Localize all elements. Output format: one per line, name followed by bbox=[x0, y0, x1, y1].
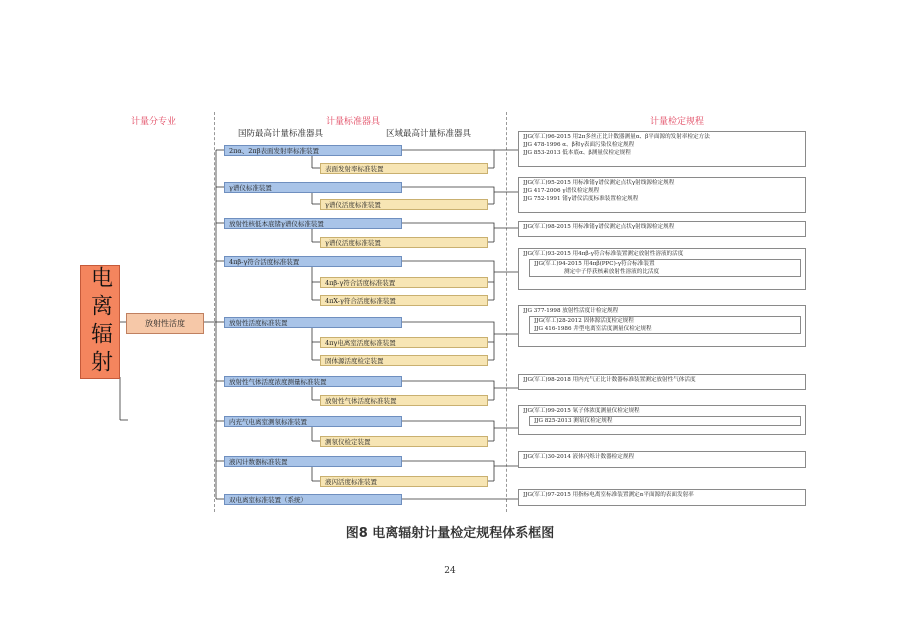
regional-standard-box: 4πβ-γ符合活度标准装置 bbox=[320, 277, 488, 288]
national-standard-box: 液闪计数器标准装置 bbox=[224, 456, 402, 467]
regulation-box bbox=[518, 489, 806, 506]
regulation-line: JJG 417-2006 γ谱仪检定规程 bbox=[523, 188, 600, 194]
regulation-box bbox=[518, 451, 806, 468]
regional-standard-box: γ谱仪活度标准装置 bbox=[320, 237, 488, 248]
national-standard-box: 放射性活度标准装置 bbox=[224, 317, 402, 328]
regulation-line: JJG 416-1986 井型电离室活度测量仪检定规程 bbox=[534, 326, 652, 332]
national-standard-box: 放射性气体活度浓度测量标准装置 bbox=[224, 376, 402, 387]
regulation-line: JJG(军工)28-2012 固体源活度检定规程 bbox=[534, 318, 634, 324]
regulation-sub-box bbox=[529, 259, 801, 277]
regulation-line: JJG(军工)93-2015 用4πβ-γ符合标准装置测定放射性溶液的活度 bbox=[523, 251, 684, 257]
figure-caption: 图8 电离辐射计量检定规程体系框图 bbox=[345, 526, 555, 541]
regulation-line: JJG 752-1991 锗γ谱仪活度标准装置检定规程 bbox=[523, 196, 639, 202]
national-standard-box: 放射性核低本底锗γ谱仪标准装置 bbox=[224, 218, 402, 229]
regulation-line: JJG(军工)98-2018 用内充气正比计数器标准装置测定放射性气体活度 bbox=[523, 377, 696, 383]
root-node bbox=[80, 265, 120, 379]
regulation-line: JJG 478-1996 α、β和γ表面污染仪检定规程 bbox=[523, 142, 635, 148]
regional-standard-box: γ谱仪活度标准装置 bbox=[320, 199, 488, 210]
regional-standard-box: 放射性气体活度标准装置 bbox=[320, 395, 488, 406]
regional-standards-subheader: 区域最高计量标准器具 bbox=[386, 129, 472, 139]
standards-column-header: 计量标准器具 bbox=[326, 117, 381, 127]
regulation-box bbox=[518, 177, 806, 213]
regulation-line: JJG(军工)97-2015 用指标电离室标准装置测定α平面源的表面发射率 bbox=[523, 492, 694, 498]
national-standards-subheader: 国防最高计量标准器具 bbox=[238, 129, 324, 139]
national-standard-box: 2πα、2πβ表面发射率标准装置 bbox=[224, 145, 402, 156]
regulation-box bbox=[518, 248, 806, 290]
branch-node bbox=[126, 313, 204, 334]
regulation-box bbox=[518, 221, 806, 237]
national-standard-box: 4πβ-γ符合活度标准装置 bbox=[224, 256, 402, 267]
regulation-sub-box bbox=[529, 316, 801, 334]
regulation-line: JJG 825-2013 测氡仪检定规程 bbox=[534, 418, 613, 424]
regulation-line: JJG(军工)30-2014 液体闪烁计数器检定规程 bbox=[523, 454, 635, 460]
regional-standard-box: 固体源活度检定装置 bbox=[320, 355, 488, 366]
regional-standard-box: 液闪活度标准装置 bbox=[320, 476, 488, 487]
regulation-line: JJG(军工)96-2015 用2π多丝正比计数器测量α、β平面源的发射率检定方法 bbox=[523, 134, 710, 140]
regulation-line: JJG 853-2013 低本底α、β测量仪检定规程 bbox=[523, 150, 631, 156]
branch-label: 放射性活度 bbox=[145, 319, 185, 328]
national-standard-box: 双电离室标准装置（系统） bbox=[224, 494, 402, 505]
regulation-line: JJG 377-1998 放射性活度计检定规程 bbox=[523, 308, 619, 314]
regulation-box bbox=[518, 374, 806, 390]
regulations-column-header: 计量检定规程 bbox=[650, 117, 705, 127]
national-standard-box: γ谱仪标准装置 bbox=[224, 182, 402, 193]
regional-standard-box: 4πγ电离室活度标准装置 bbox=[320, 337, 488, 348]
regulation-line: 测定中子俘获核素放射性溶液的比活度 bbox=[564, 269, 660, 275]
regulation-line: JJG(军工)98-2015 用标准锗γ谱仪测定点状γ射线源检定规程 bbox=[523, 224, 675, 230]
national-standard-box: 内充气电离室测氡标准装置 bbox=[224, 416, 402, 427]
page-number: 24 bbox=[444, 566, 456, 576]
regional-standard-box: 测氡仪检定装置 bbox=[320, 436, 488, 447]
regulation-box bbox=[518, 131, 806, 167]
specialty-column-header: 计量分专业 bbox=[131, 117, 177, 127]
regulation-line: JJG(军工)94-2015 用4πβ(PPC)-γ符合标准装置 bbox=[534, 261, 655, 267]
regulation-box bbox=[518, 405, 806, 435]
regulation-sub-box bbox=[529, 416, 801, 426]
regulation-line: JJG(军工)95-2015 用标准锗γ谱仪测定点状γ射线源检定规程 bbox=[523, 180, 675, 186]
regional-standard-box: 4πX-γ符合活度标准装置 bbox=[320, 295, 488, 306]
regional-standard-box: 表面发射率标准装置 bbox=[320, 163, 488, 174]
regulation-line: JJG(军工)99-2015 氡子体浓度测量仪检定规程 bbox=[523, 408, 640, 414]
regulation-box bbox=[518, 305, 806, 347]
root-label: 电离辐射 bbox=[87, 266, 113, 378]
